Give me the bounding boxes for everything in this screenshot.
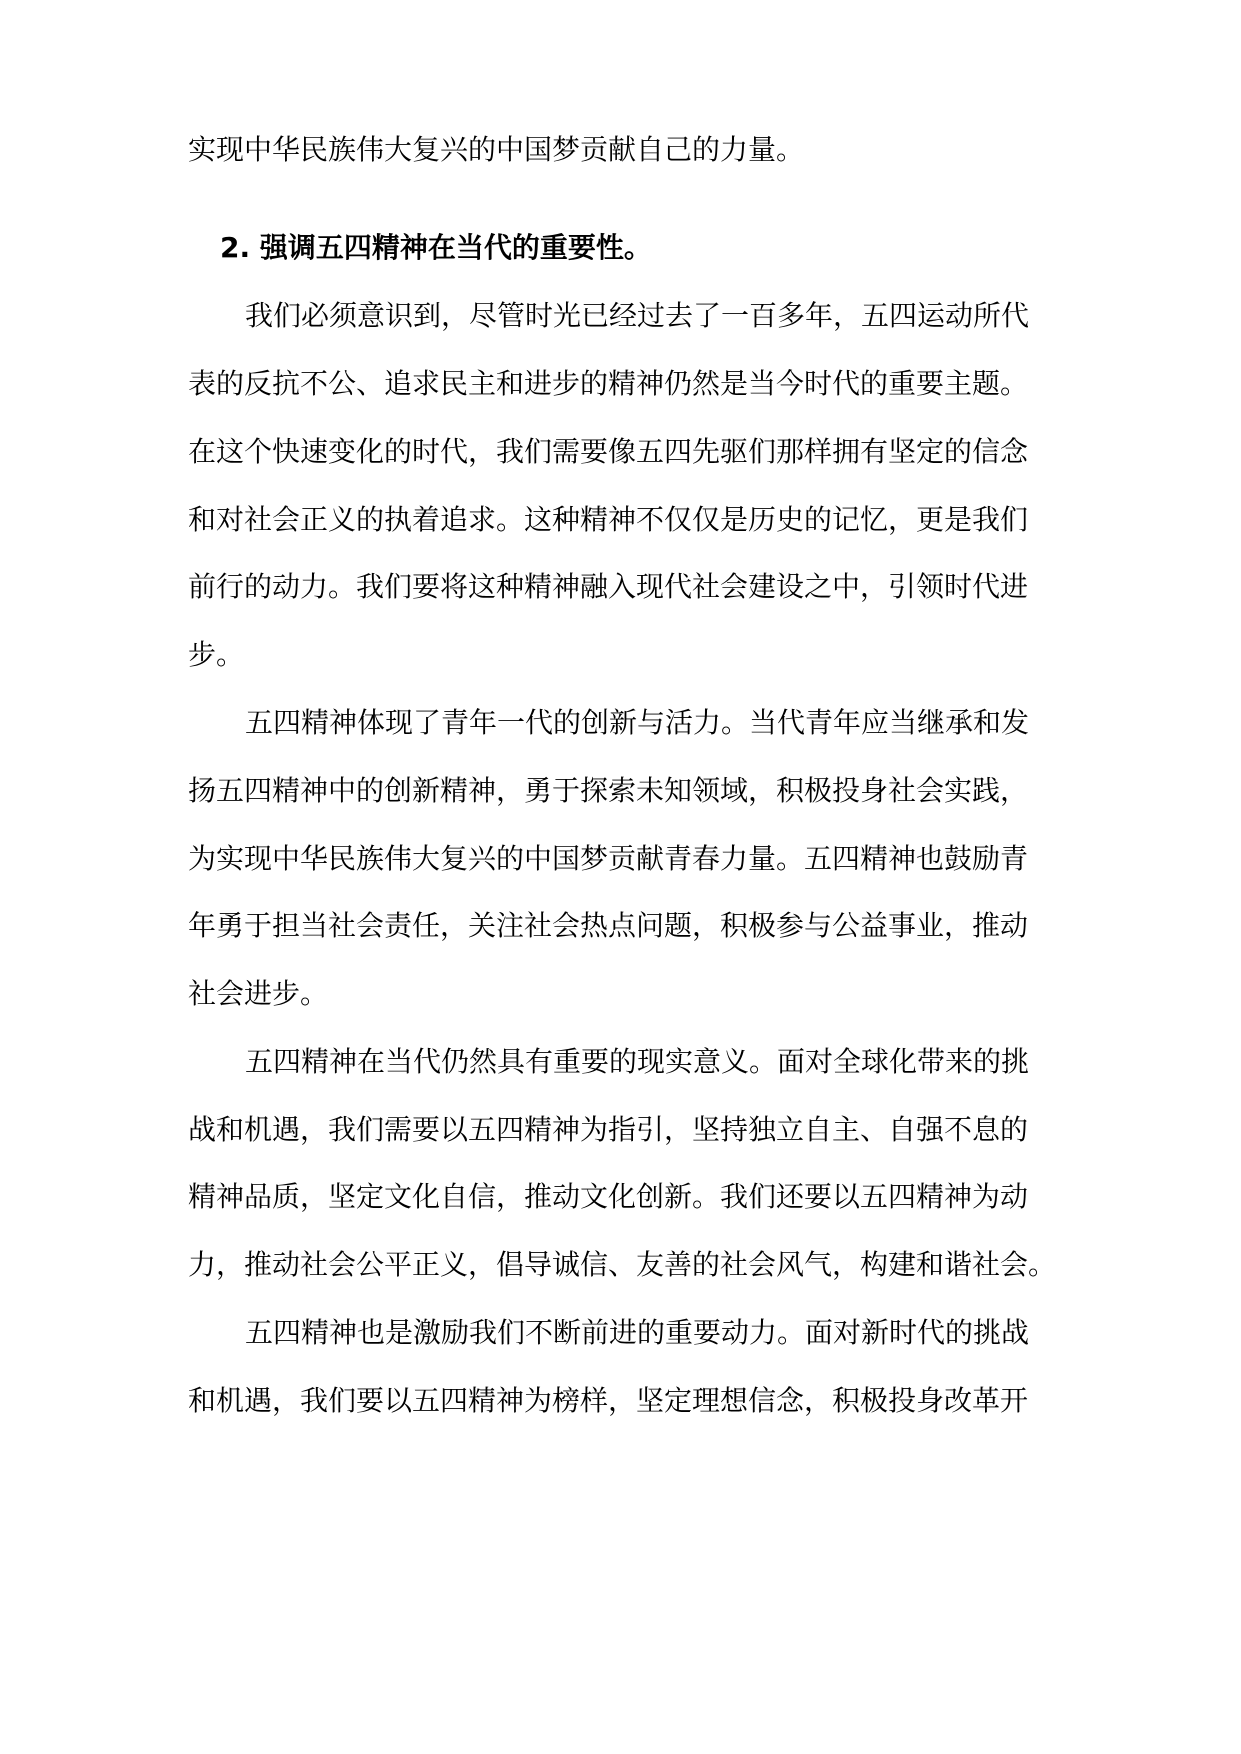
paragraph-line: 和机遇，我们要以五四精神为榜样，坚定理想信念，积极投身改革开 xyxy=(188,1384,1029,1417)
paragraph-line: 社会进步。 xyxy=(188,977,329,1010)
paragraph-line: 和对社会正义的执着追求。这种精神不仅仅是历史的记忆，更是我们 xyxy=(188,503,1029,536)
paragraph-line: 为实现中华民族伟大复兴的中国梦贡献青春力量。五四精神也鼓励青 xyxy=(188,842,1029,875)
paragraph-line: 步。 xyxy=(188,638,245,671)
paragraph-line: 精神品质，坚定文化自信，推动文化创新。我们还要以五四精神为动 xyxy=(188,1180,1029,1213)
paragraph-line: 五四精神在当代仍然具有重要的现实意义。面对全球化带来的挑 xyxy=(245,1045,1030,1078)
paragraph-line: 我们必须意识到，尽管时光已经过去了一百多年，五四运动所代 xyxy=(245,299,1030,332)
paragraph-line: 扬五四精神中的创新精神，勇于探索未知领域，积极投身社会实践， xyxy=(188,774,1029,807)
paragraph-line: 在这个快速变化的时代，我们需要像五四先驱们那样拥有坚定的信念 xyxy=(188,435,1029,468)
paragraph-line: 表的反抗不公、追求民主和进步的精神仍然是当今时代的重要主题。 xyxy=(188,367,1029,400)
paragraph-line: 五四精神体现了青年一代的创新与活力。当代青年应当继承和发 xyxy=(245,706,1030,739)
paragraph-line: 年勇于担当社会责任，关注社会热点问题，积极参与公益事业，推动 xyxy=(188,909,1029,942)
paragraph-line: 战和机遇，我们需要以五四精神为指引，坚持独立自主、自强不息的 xyxy=(188,1113,1029,1146)
continuation-line: 实现中华民族伟大复兴的中国梦贡献自己的力量。 xyxy=(188,133,805,166)
paragraph-line: 五四精神也是激励我们不断前进的重要动力。面对新时代的挑战 xyxy=(245,1316,1030,1349)
paragraph-line: 前行的动力。我们要将这种精神融入现代社会建设之中，引领时代进 xyxy=(188,570,1029,603)
section-heading: 2. 强调五四精神在当代的重要性。 xyxy=(220,231,652,264)
paragraph-line: 力，推动社会公平正义，倡导诚信、友善的社会风气，构建和谐社会。 xyxy=(188,1248,1057,1281)
